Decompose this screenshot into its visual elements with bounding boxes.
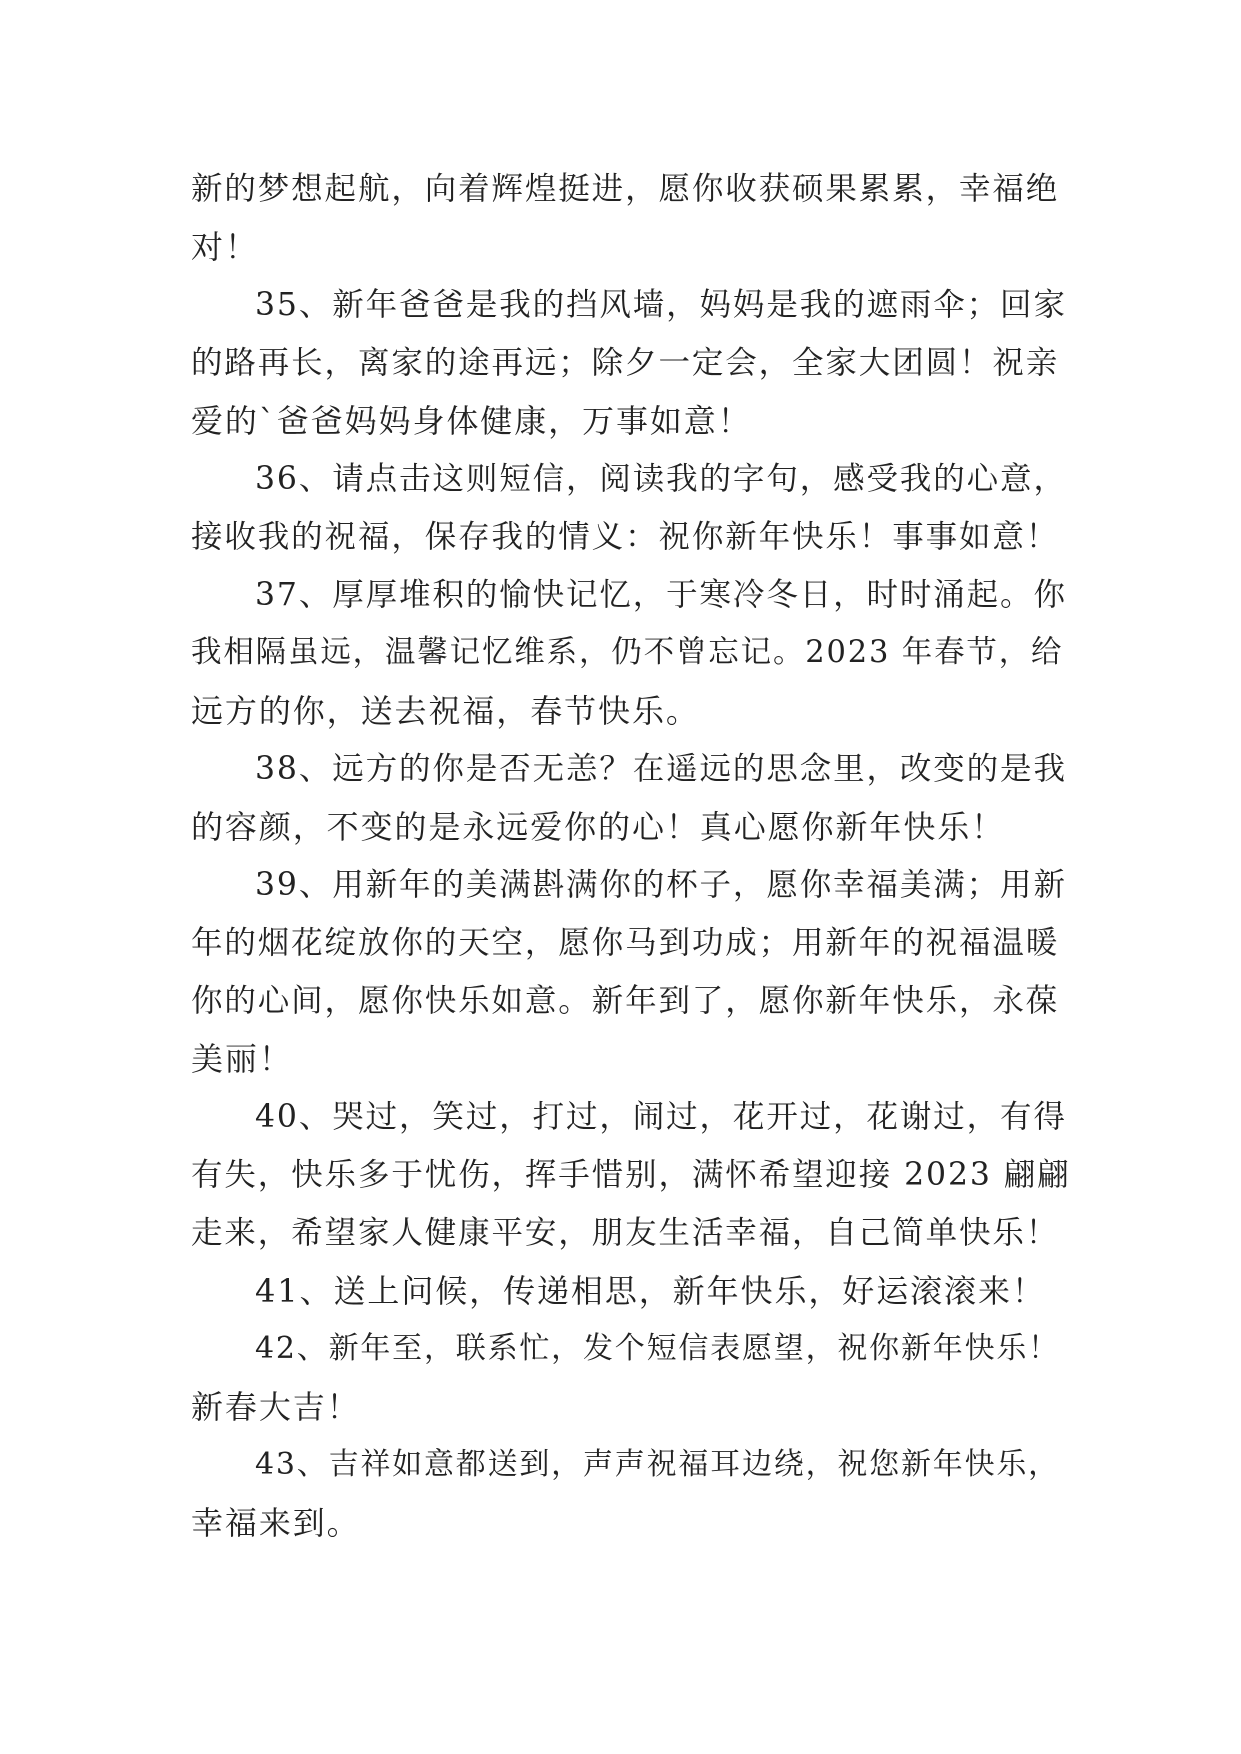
text-line: 42、新年至，联系忙，发个短信表愿望，祝你新年快乐！: [255, 1331, 1060, 1366]
text-line: 38、远方的你是否无恙？在遥远的思念里，改变的是我: [255, 751, 1067, 787]
text-line: 我相隔虽远，温馨记忆维系，仍不曾忘记。2023 年春节，给: [191, 635, 1064, 670]
text-line: 40、哭过，笑过，打过，闹过，花开过，花谢过，有得: [255, 1099, 1067, 1135]
text-line: 爱的`爸爸妈妈身体健康，万事如意！: [191, 402, 752, 440]
text-line: 幸福来到。: [191, 1504, 361, 1542]
text-line: 年的烟花绽放你的天空，愿你马到功成；用新年的祝福温暖: [191, 925, 1060, 961]
text-line: 有失，快乐多于忧伤，挥手惜别，满怀希望迎接 2023 翩翩: [191, 1157, 1071, 1193]
text-line: 36、请点击这则短信，阅读我的字句，感受我的心意，: [255, 461, 1067, 497]
document-body: [191, 160, 1071, 1552]
text-line: 接收我的祝福，保存我的情义：祝你新年快乐！事事如意！: [191, 519, 1060, 555]
text-line: 美丽！: [191, 1040, 293, 1078]
text-line: 新春大吉！: [191, 1388, 361, 1426]
text-line: 走来，希望家人健康平安，朋友生活幸福，自己简单快乐！: [191, 1215, 1060, 1251]
text-line: 的路再长，离家的途再远；除夕一定会，全家大团圆！祝亲: [191, 345, 1060, 381]
text-line: 35、新年爸爸是我的挡风墙，妈妈是我的遮雨伞；回家: [255, 287, 1067, 323]
text-line: 新的梦想起航，向着辉煌挺进，愿你收获硕果累累，幸福绝: [191, 171, 1060, 207]
text-line: 41、送上问候，传递相思，新年快乐，好运滚滚来！: [255, 1272, 1046, 1310]
text-line: 39、用新年的美满斟满你的杯子，愿你幸福美满；用新: [255, 867, 1067, 903]
text-line: 43、吉祥如意都送到，声声祝福耳边绕，祝您新年快乐，: [255, 1447, 1060, 1482]
text-line: 你的心间，愿你快乐如意。新年到了，愿你新年快乐，永葆: [191, 983, 1060, 1019]
text-line: 37、厚厚堆积的愉快记忆，于寒冷冬日，时时涌起。你: [255, 577, 1067, 613]
text-line: 远方的你，送去祝福，春节快乐。: [191, 692, 700, 730]
text-line: 对！: [191, 228, 259, 266]
text-line: 的容颜，不变的是永远爱你的心！真心愿你新年快乐！: [191, 808, 1006, 846]
